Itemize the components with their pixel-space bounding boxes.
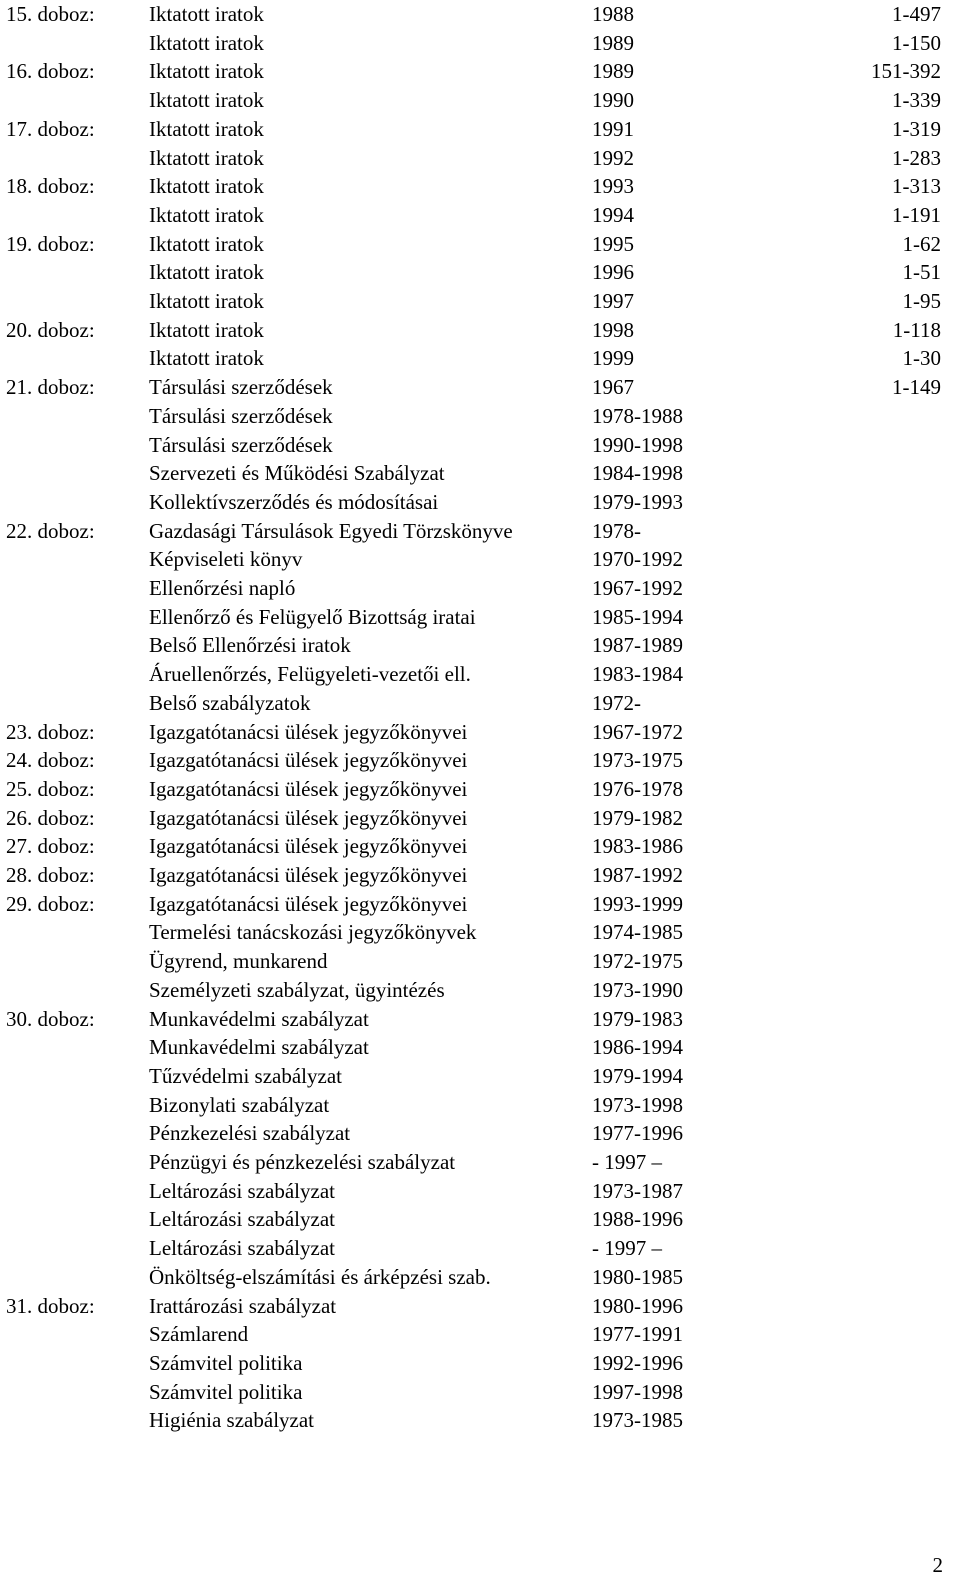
document-title: Iktatott iratok <box>149 116 264 141</box>
inventory-row <box>0 1293 960 1322</box>
year-span: 1967-1972 <box>592 719 683 744</box>
year-span: 1988 <box>592 2 634 26</box>
inventory-row <box>0 288 960 317</box>
inventory-row <box>0 805 960 834</box>
item-range: 1-150 <box>892 30 941 55</box>
box-label: 16. doboz: <box>6 59 95 84</box>
year-span: 1996 <box>592 260 634 285</box>
year-span: - 1997 – <box>592 1236 662 1261</box>
year-span: 1992-1996 <box>592 1350 683 1375</box>
year-span: - 1997 – <box>592 1150 662 1174</box>
year-span: 1967-1992 <box>592 576 683 600</box>
box-label: 30. doboz: <box>6 1006 95 1031</box>
item-range: 1-95 <box>902 289 941 313</box>
year-span: 1999 <box>592 346 634 371</box>
item-range: 1-283 <box>892 145 941 170</box>
inventory-row <box>0 1092 960 1121</box>
inventory-row <box>0 259 960 288</box>
year-span: 1978-1988 <box>592 403 683 428</box>
inventory-row <box>0 948 960 977</box>
inventory-row <box>0 432 960 461</box>
year-span: 1998 <box>592 317 634 342</box>
document-title: Irattározási szabályzat <box>149 1293 337 1318</box>
year-span: 1983-1986 <box>592 834 683 859</box>
document-title: Társulási szerződések <box>149 403 333 428</box>
item-range: 1-339 <box>892 88 941 113</box>
year-span: 1990 <box>592 88 634 113</box>
year-span: 1991 <box>592 116 634 141</box>
year-span: 1993 <box>592 174 634 199</box>
year-span: 1970-1992 <box>592 547 683 572</box>
document-title: Belső Ellenőrzési iratok <box>149 633 351 658</box>
item-range: 1-62 <box>902 231 941 256</box>
box-label: 22. doboz: <box>6 518 95 543</box>
inventory-row <box>0 231 960 260</box>
inventory-row <box>0 374 960 403</box>
item-range: 1-313 <box>892 174 941 199</box>
inventory-row <box>0 1206 960 1235</box>
year-span: 1973-1987 <box>592 1178 683 1203</box>
year-span: 1987-1992 <box>592 863 683 887</box>
inventory-row <box>0 518 960 547</box>
box-label: 25. doboz: <box>6 776 95 801</box>
year-span: 1992 <box>592 145 634 170</box>
item-range: 1-497 <box>892 2 941 26</box>
document-title: Személyzeti szabályzat, ügyintézés <box>149 977 445 1002</box>
box-label: 23. doboz: <box>6 719 95 744</box>
year-span: 1997-1998 <box>592 1379 683 1404</box>
box-label: 27. doboz: <box>6 834 95 859</box>
document-title: Szervezeti és Működési Szabályzat <box>149 461 445 486</box>
inventory-row <box>0 202 960 231</box>
inventory-row <box>0 403 960 432</box>
inventory-row <box>0 87 960 116</box>
year-span: 1995 <box>592 231 634 256</box>
year-span: 1979-1983 <box>592 1006 683 1031</box>
document-title: Igazgatótanácsi ülések jegyzőkönyvei <box>149 805 468 830</box>
document-title: Számlarend <box>149 1322 249 1347</box>
inventory-row <box>0 317 960 346</box>
year-span: 1983-1984 <box>592 662 683 687</box>
inventory-row <box>0 919 960 948</box>
box-label: 31. doboz: <box>6 1293 95 1318</box>
inventory-row <box>0 575 960 604</box>
year-span: 1985-1994 <box>592 604 683 629</box>
inventory-row <box>0 1034 960 1063</box>
item-range: 1-51 <box>902 260 941 285</box>
document-title: Igazgatótanácsi ülések jegyzőkönyvei <box>149 863 468 887</box>
document-title: Leltározási szabályzat <box>149 1236 335 1261</box>
year-span: 1974-1985 <box>592 920 683 945</box>
year-span: 1979-1993 <box>592 489 683 514</box>
document-title: Ellenőrzési napló <box>149 576 296 600</box>
year-span: 1977-1996 <box>592 1121 683 1146</box>
document-title: Iktatott iratok <box>149 231 264 256</box>
inventory-row <box>0 1321 960 1350</box>
document-title: Képviseleti könyv <box>149 547 303 572</box>
document-title: Pénzügyi és pénzkezelési szabályzat <box>149 1150 456 1174</box>
document-title: Ellenőrző és Felügyelő Bizottság iratai <box>149 604 476 629</box>
document-title: Termelési tanácskozási jegyzőkönyvek <box>149 920 477 945</box>
year-span: 1977-1991 <box>592 1322 683 1347</box>
document-title: Iktatott iratok <box>149 174 264 199</box>
document-title: Iktatott iratok <box>149 30 264 55</box>
inventory-row <box>0 891 960 920</box>
inventory-row <box>0 604 960 633</box>
box-label: 21. doboz: <box>6 375 95 400</box>
document-title: Iktatott iratok <box>149 202 264 227</box>
inventory-row <box>0 632 960 661</box>
inventory-row <box>0 1063 960 1092</box>
inventory-row <box>0 719 960 748</box>
document-title: Igazgatótanácsi ülések jegyzőkönyvei <box>149 776 468 801</box>
inventory-row <box>0 977 960 1006</box>
inventory-row <box>0 1120 960 1149</box>
inventory-row <box>0 1 960 30</box>
document-title: Bizonylati szabályzat <box>149 1092 330 1117</box>
document-title: Higiénia szabályzat <box>149 1408 315 1433</box>
document-title: Igazgatótanácsi ülések jegyzőkönyvei <box>149 891 468 916</box>
inventory-row <box>0 489 960 518</box>
year-span: 1986-1994 <box>592 1035 683 1060</box>
document-title: Munkavédelmi szabályzat <box>149 1006 369 1031</box>
inventory-row <box>0 1006 960 1035</box>
document-title: Társulási szerződések <box>149 375 333 400</box>
inventory-row <box>0 862 960 891</box>
year-span: 1987-1989 <box>592 633 683 658</box>
item-range: 1-118 <box>892 317 941 342</box>
inventory-row <box>0 1407 960 1436</box>
year-span: 1972-1975 <box>592 949 683 974</box>
document-title: Tűzvédelmi szabályzat <box>149 1063 342 1088</box>
document-title: Iktatott iratok <box>149 346 264 371</box>
inventory-row <box>0 747 960 776</box>
year-span: 1984-1998 <box>592 461 683 486</box>
inventory-row <box>0 1235 960 1264</box>
box-label: 29. doboz: <box>6 891 95 916</box>
year-span: 1973-1985 <box>592 1408 683 1433</box>
year-span: 1989 <box>592 30 634 55</box>
inventory-row <box>0 1264 960 1293</box>
inventory-row <box>0 460 960 489</box>
year-span: 1972- <box>592 690 641 715</box>
inventory-row <box>0 546 960 575</box>
document-title: Számvitel politika <box>149 1350 303 1375</box>
item-range: 1-319 <box>892 116 941 141</box>
document-title: Iktatott iratok <box>149 145 264 170</box>
page-number: 2 <box>932 1553 943 1577</box>
inventory-row <box>0 58 960 87</box>
year-span: 1988-1996 <box>592 1207 683 1232</box>
box-label: 19. doboz: <box>6 231 95 256</box>
inventory-row <box>0 661 960 690</box>
inventory-row <box>0 345 960 374</box>
document-title: Kollektívszerződés és módosításai <box>149 489 439 514</box>
document-title: Számvitel politika <box>149 1379 303 1404</box>
item-range: 151-392 <box>871 59 941 84</box>
year-span: 1973-1975 <box>592 748 683 773</box>
year-span: 1976-1978 <box>592 776 683 801</box>
document-title: Igazgatótanácsi ülések jegyzőkönyvei <box>149 719 468 744</box>
year-span: 1980-1996 <box>592 1293 683 1318</box>
inventory-row <box>0 30 960 59</box>
document-title: Iktatott iratok <box>149 260 264 285</box>
year-span: 1967 <box>592 375 634 400</box>
document-title: Ügyrend, munkarend <box>149 949 328 974</box>
document-title: Igazgatótanácsi ülések jegyzőkönyvei <box>149 834 468 859</box>
document-title: Önköltség-elszámítási és árképzési szab. <box>149 1264 491 1289</box>
inventory-row <box>0 1350 960 1379</box>
box-label: 26. doboz: <box>6 805 95 830</box>
inventory-row <box>0 690 960 719</box>
year-span: 1979-1982 <box>592 805 683 830</box>
document-title: Iktatott iratok <box>149 88 264 113</box>
year-span: 1994 <box>592 202 634 227</box>
document-title: Iktatott iratok <box>149 59 264 84</box>
document-title: Leltározási szabályzat <box>149 1178 335 1203</box>
inventory-row <box>0 1379 960 1408</box>
document-title: Munkavédelmi szabályzat <box>149 1035 369 1060</box>
year-span: 1993-1999 <box>592 891 683 916</box>
year-span: 1980-1985 <box>592 1264 683 1289</box>
year-span: 1973-1990 <box>592 977 683 1002</box>
inventory-row <box>0 116 960 145</box>
document-title: Pénzkezelési szabályzat <box>149 1121 351 1146</box>
box-label: 20. doboz: <box>6 317 95 342</box>
inventory-row <box>0 1149 960 1178</box>
item-range: 1-30 <box>902 346 941 371</box>
item-range: 1-191 <box>892 202 941 227</box>
box-label: 28. doboz: <box>6 863 95 887</box>
inventory-row <box>0 1178 960 1207</box>
year-span: 1997 <box>592 289 634 313</box>
box-label: 24. doboz: <box>6 748 95 773</box>
box-label: 15. doboz: <box>6 2 95 26</box>
document-title: Belső szabályzatok <box>149 690 311 715</box>
year-span: 1978- <box>592 518 641 543</box>
box-label: 18. doboz: <box>6 174 95 199</box>
document-title: Gazdasági Társulások Egyedi Törzskönyve <box>149 518 513 543</box>
box-label: 17. doboz: <box>6 116 95 141</box>
item-range: 1-149 <box>892 375 941 400</box>
year-span: 1990-1998 <box>592 432 683 457</box>
document-title: Áruellenőrzés, Felügyeleti-vezetői ell. <box>149 662 471 687</box>
document-title: Iktatott iratok <box>149 289 264 313</box>
year-span: 1979-1994 <box>592 1063 683 1088</box>
year-span: 1973-1998 <box>592 1092 683 1117</box>
inventory-row <box>0 776 960 805</box>
inventory-row <box>0 145 960 174</box>
document-title: Iktatott iratok <box>149 2 264 26</box>
document-title: Igazgatótanácsi ülések jegyzőkönyvei <box>149 748 468 773</box>
year-span: 1989 <box>592 59 634 84</box>
document-title: Társulási szerződések <box>149 432 333 457</box>
inventory-row <box>0 173 960 202</box>
document-title: Leltározási szabályzat <box>149 1207 335 1232</box>
inventory-row <box>0 833 960 862</box>
document-title: Iktatott iratok <box>149 317 264 342</box>
